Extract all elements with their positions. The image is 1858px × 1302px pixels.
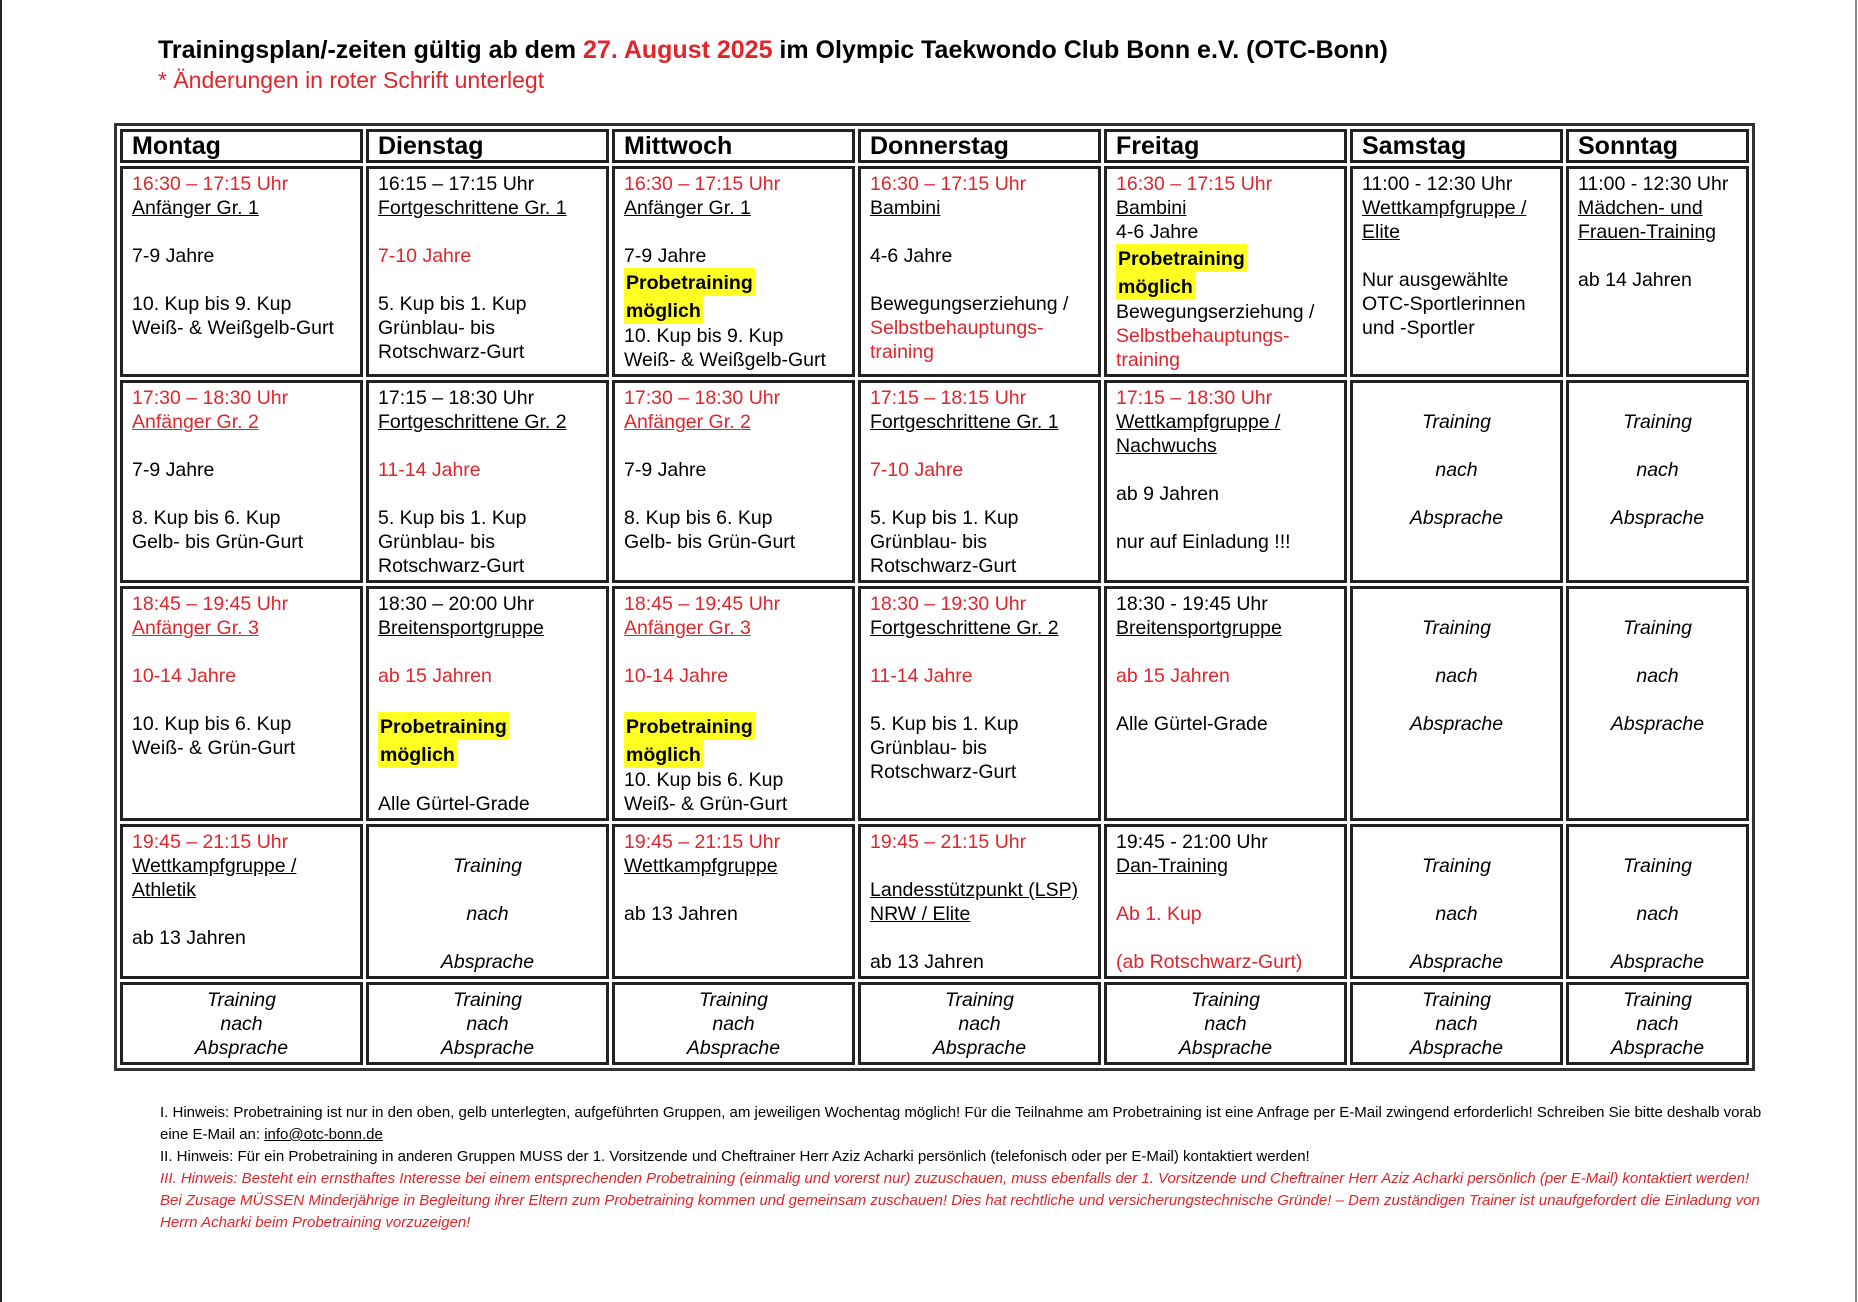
cell-text: Training [698,989,768,1011]
day-header: Samstag [1350,129,1563,163]
cell-text: Selbstbehauptungs- [870,317,1044,339]
schedule-cell [1350,982,1563,1065]
cell-text: nach [1435,665,1478,687]
cell-text: Fortgeschrittene Gr. 1 [870,411,1059,433]
cell-text: 11:00 - 12:30 Uhr [1362,173,1513,195]
cell-text: ab 13 Jahren [624,903,738,925]
cell-text: 10. Kup bis 9. Kup [132,293,292,315]
cell-text: Nur ausgewählte [1362,269,1509,291]
cell-text: nach [1435,459,1478,481]
schedule-cell [366,824,609,979]
cell-text: ab 9 Jahren [1116,483,1219,505]
day-header: Freitag [1104,129,1347,163]
cell-text: 10. Kup bis 6. Kup [624,769,784,791]
cell-spacer [1362,688,1551,712]
cell-spacer [1362,434,1551,458]
cell-text: Wettkampfgruppe / [132,855,297,877]
cell-spacer [1578,640,1737,664]
cell-text: nach [1435,903,1478,925]
cell-text: Absprache [1610,1037,1705,1059]
highlight-text: Probetraining [1116,244,1247,272]
cell-text: Grünblau- bis [378,531,496,553]
cell-spacer [1362,386,1551,410]
cell-text: Wettkampfgruppe / [1116,411,1281,433]
cell-spacer [1116,926,1335,950]
schedule-cell [366,380,609,583]
cell-text: Bewegungserziehung / [870,293,1069,315]
cell-spacer [132,640,351,664]
schedule-cell [1104,380,1347,583]
schedule-cell [120,380,363,583]
cell-text: Rotschwarz-Gurt [378,555,525,577]
schedule-cell [858,166,1101,377]
schedule-cell [1566,586,1749,821]
cell-spacer [378,926,597,950]
day-header: Montag [120,129,363,163]
note-1-text: I. Hinweis: Probetraining ist nur in den oben, gelb unterlegten, aufgeführten Gruppen, am jeweiligen Wochentag möglich! Für die Teilnahme am Probetraining ist eine Anfrage per E-Mail zwingend erforderlich! Schreiben Sie bitte deshalb vorab eine E-Mail an: [160,1104,1762,1143]
cell-spacer [1362,878,1551,902]
cell-text: ab 14 Jahren [1578,269,1692,291]
cell-spacer [378,434,597,458]
cell-text: 16:30 – 17:15 Uhr [870,173,1027,195]
cell-spacer [1362,592,1551,616]
trial-training-badge [1116,272,1335,300]
cell-text: Wettkampfgruppe [624,855,778,877]
cell-text: 18:30 – 20:00 Uhr [378,593,535,615]
cell-spacer [870,640,1089,664]
cell-spacer [132,688,351,712]
note-1 [160,1102,1770,1146]
schedule-cell [120,982,363,1065]
cell-text: Anfänger Gr. 3 [132,617,259,639]
cell-text: 10. Kup bis 9. Kup [624,325,784,347]
cell-text: Training [452,989,522,1011]
cell-text: 7-9 Jahre [624,459,707,481]
cell-text: NRW / Elite [870,903,971,925]
trial-training-badge [624,740,843,768]
cell-text: 11:00 - 12:30 Uhr [1578,173,1729,195]
cell-text: 16:30 – 17:15 Uhr [1116,173,1273,195]
page-subtitle: * Änderungen in roter Schrift unterlegt [158,67,545,93]
page-edge [0,0,2,1302]
cell-text: Nachwuchs [1116,435,1217,457]
cell-text: nach [1636,1013,1679,1035]
cell-text: 19:45 – 21:15 Uhr [870,831,1027,853]
schedule-cell [1350,586,1563,821]
cell-spacer [378,482,597,506]
cell-text: 16:30 – 17:15 Uhr [624,173,781,195]
page-edge [1855,0,1857,1302]
schedule-cell [1566,380,1749,583]
cell-spacer [870,220,1089,244]
cell-text: nach [1636,665,1679,687]
schedule-cell [1104,824,1347,979]
cell-spacer [132,268,351,292]
cell-spacer [1362,640,1551,664]
cell-text: Weiß- & Weißgelb-Gurt [132,317,334,339]
cell-spacer [378,830,597,854]
schedule-body [120,166,1749,1065]
cell-text: Mädchen- und [1578,197,1703,219]
cell-spacer [132,434,351,458]
cell-text: 7-9 Jahre [624,245,707,267]
cell-text: ab 13 Jahren [132,927,246,949]
schedule-cell [858,824,1101,979]
schedule-cell [1104,982,1347,1065]
time-slot-row [120,824,1749,979]
page-title [158,34,1388,66]
cell-spacer [870,482,1089,506]
cell-text: Training [944,989,1014,1011]
cell-text: Training [1421,411,1491,433]
schedule-cell [1104,586,1347,821]
time-slot-row [120,982,1749,1065]
cell-spacer [1578,688,1737,712]
schedule-cell [858,380,1101,583]
highlight-text: möglich [1116,272,1195,300]
cell-text: 7-9 Jahre [132,245,215,267]
cell-text: Grünblau- bis [378,317,496,339]
schedule-cell [612,380,855,583]
schedule-cell [612,982,855,1065]
cell-text: Anfänger Gr. 2 [624,411,751,433]
cell-text: training [870,341,934,363]
cell-text: Absprache [1610,951,1705,973]
cell-spacer [132,482,351,506]
cell-text: Breitensportgruppe [378,617,544,639]
title-date: 27. August 2025 [583,36,773,64]
schedule-cell [1350,166,1563,377]
schedule-cell [120,824,363,979]
cell-text: Absprache [1409,951,1504,973]
highlight-text: Probetraining [624,712,755,740]
trial-training-badge [624,268,843,296]
cell-text: Training [1622,411,1692,433]
cell-text: Absprache [1610,507,1705,529]
cell-text: Bewegungserziehung / [1116,301,1315,323]
cell-text: nach [1636,459,1679,481]
cell-text: 17:30 – 18:30 Uhr [132,387,289,409]
cell-text: 18:30 – 19:30 Uhr [870,593,1027,615]
cell-text: Absprache [1409,507,1504,529]
cell-text: 5. Kup bis 1. Kup [870,507,1019,529]
cell-text: 5. Kup bis 1. Kup [870,713,1019,735]
day-header: Dienstag [366,129,609,163]
cell-spacer [378,878,597,902]
schedule-cell [366,166,609,377]
cell-spacer [624,640,843,664]
cell-spacer [1578,830,1737,854]
cell-text: training [1116,349,1180,371]
cell-text: Anfänger Gr. 1 [132,197,259,219]
schedule-cell [120,586,363,821]
schedule-cell [612,166,855,377]
cell-text: Training [452,855,522,877]
cell-text: Anfänger Gr. 1 [624,197,751,219]
cell-text: 8. Kup bis 6. Kup [624,507,773,529]
header-row [120,129,1749,163]
trial-training-badge [624,296,843,324]
cell-text: Frauen-Training [1578,221,1717,243]
cell-text: Absprache [1409,713,1504,735]
cell-text: 4-6 Jahre [870,245,953,267]
cell-spacer [1578,386,1737,410]
cell-text: Alle Gürtel-Grade [378,793,530,815]
cell-text: Weiß- & Grün-Gurt [624,793,788,815]
cell-text: Training [1622,855,1692,877]
footer-notes [160,1102,1770,1234]
cell-spacer [1116,878,1335,902]
cell-text: Elite [1362,221,1400,243]
cell-spacer [132,902,351,926]
cell-text: nach [958,1013,1001,1035]
cell-text: Alle Gürtel-Grade [1116,713,1268,735]
cell-spacer [624,434,843,458]
day-header: Donnerstag [858,129,1101,163]
cell-text: Absprache [194,1037,289,1059]
trial-training-badge [378,740,597,768]
cell-spacer [1578,482,1737,506]
cell-text: (ab Rotschwarz-Gurt) [1116,951,1303,973]
highlight-text: möglich [378,740,457,768]
cell-text: 7-9 Jahre [132,459,215,481]
cell-text: 19:45 – 21:15 Uhr [624,831,781,853]
cell-text: ab 13 Jahren [870,951,984,973]
trial-training-badge [378,712,597,740]
schedule-cell [612,586,855,821]
cell-text: und -Sportler [1362,317,1475,339]
cell-text: 19:45 - 21:00 Uhr [1116,831,1268,853]
cell-text: Weiß- & Grün-Gurt [132,737,296,759]
highlight-text: möglich [624,296,703,324]
cell-text: Rotschwarz-Gurt [870,555,1017,577]
day-header: Mittwoch [612,129,855,163]
cell-text: Absprache [440,951,535,973]
cell-text: nur auf Einladung !!! [1116,531,1291,553]
cell-text: 17:15 – 18:30 Uhr [1116,387,1273,409]
note-2: II. Hinweis: Für ein Probetraining in anderen Gruppen MUSS der 1. Vorsitzende und Cheftrainer Herr Aziz Acharki persönlich (telefonisch oder per E-Mail) kontaktiert werden! [160,1148,1310,1165]
cell-spacer [378,768,597,792]
cell-text: OTC-Sportlerinnen [1362,293,1526,315]
schedule-cell [1350,380,1563,583]
cell-text: nach [466,903,509,925]
highlight-text: Probetraining [378,712,509,740]
cell-spacer [624,482,843,506]
cell-spacer [870,926,1089,950]
cell-text: Fortgeschrittene Gr. 1 [378,197,567,219]
cell-spacer [1362,926,1551,950]
cell-text: Anfänger Gr. 2 [132,411,259,433]
highlight-text: Probetraining [624,268,755,296]
schedule-cell [120,166,363,377]
cell-spacer [624,688,843,712]
cell-text: Bambini [870,197,941,219]
cell-spacer [870,854,1089,878]
cell-text: 5. Kup bis 1. Kup [378,507,527,529]
cell-text: Grünblau- bis [870,737,988,759]
time-slot-row [120,380,1749,583]
cell-spacer [624,220,843,244]
cell-spacer [378,268,597,292]
cell-text: Athletik [132,879,196,901]
cell-text: Grünblau- bis [870,531,988,553]
cell-text: 17:15 – 18:30 Uhr [378,387,535,409]
cell-spacer [1362,830,1551,854]
cell-text: Landesstützpunkt (LSP) [870,879,1079,901]
cell-spacer [1116,458,1335,482]
cell-text: 19:45 – 21:15 Uhr [132,831,289,853]
schedule-cell [858,982,1101,1065]
schedule-table [114,123,1755,1071]
cell-text: 7-10 Jahre [378,245,472,267]
title-prefix: Trainingsplan/-zeiten gültig ab dem [158,36,584,64]
title-suffix: im Olympic Taekwondo Club Bonn e.V. (OTC-Bonn) [772,36,1388,64]
day-header: Sonntag [1566,129,1749,163]
cell-text: Training [1421,855,1491,877]
cell-text: Gelb- bis Grün-Gurt [132,531,304,553]
cell-text: Fortgeschrittene Gr. 2 [870,617,1059,639]
cell-spacer [870,268,1089,292]
cell-text: 4-6 Jahre [1116,221,1199,243]
trial-training-badge [624,712,843,740]
cell-spacer [1116,688,1335,712]
cell-text: Anfänger Gr. 3 [624,617,751,639]
cell-text: 17:15 – 18:15 Uhr [870,387,1027,409]
cell-text: Breitensportgruppe [1116,617,1282,639]
cell-text: Training [1622,989,1692,1011]
time-slot-row [120,586,1749,821]
cell-text: 16:15 – 17:15 Uhr [378,173,535,195]
cell-text: Absprache [686,1037,781,1059]
cell-text: nach [1435,1013,1478,1035]
cell-text: Dan-Training [1116,855,1228,877]
document-header [158,34,1388,94]
schedule-cell [1566,982,1749,1065]
cell-text: Bambini [1116,197,1187,219]
cell-text: 18:30 - 19:45 Uhr [1116,593,1268,615]
cell-text: 10-14 Jahre [132,665,237,687]
time-slot-row [120,166,1749,377]
note-3: III. Hinweis: Besteht ein ernsthaftes Interesse bei einem entsprechenden Probetraining (einmalig und vorerst nur) zuzuschauen, muss ebenfalls der 1. Vorsitzende und Cheftrainer Herr Aziz Acharki persönlich (per E-Mail) kontaktiert werden! Bei Zusage MÜSSEN Minderjährige in Begleitung ihrer Eltern zum Probetraining kommen und gemeinsam zuschauen! Dies hat rechtliche und versicherungstechnische Gründe! – Dem zuständigen Trainer ist unaufgefordert die Einladung von Herrn Acharki beim Probetraining vorzuzeigen! [160,1170,1760,1231]
trial-training-badge [1116,244,1335,272]
cell-text: 16:30 – 17:15 Uhr [132,173,289,195]
schedule-cell [1566,166,1749,377]
cell-text: 7-10 Jahre [870,459,964,481]
schedule-cell [858,586,1101,821]
cell-text: 8. Kup bis 6. Kup [132,507,281,529]
cell-text: Training [1421,989,1491,1011]
cell-text: Weiß- & Weißgelb-Gurt [624,349,826,371]
cell-text: Absprache [1610,713,1705,735]
cell-text: 18:45 – 19:45 Uhr [132,593,289,615]
cell-text: Training [1190,989,1260,1011]
schedule-cell [1566,824,1749,979]
cell-spacer [870,434,1089,458]
cell-spacer [378,220,597,244]
cell-text: Absprache [932,1037,1027,1059]
cell-text: 5. Kup bis 1. Kup [378,293,527,315]
cell-spacer [1116,640,1335,664]
cell-spacer [1116,506,1335,530]
cell-text: nach [1636,903,1679,925]
cell-text: nach [712,1013,755,1035]
schedule-cell [1104,166,1347,377]
cell-text: nach [1204,1013,1247,1035]
cell-spacer [1578,926,1737,950]
cell-text: 10. Kup bis 6. Kup [132,713,292,735]
schedule-cell [366,586,609,821]
cell-spacer [1578,244,1737,268]
schedule-cell [366,982,609,1065]
cell-spacer [1578,592,1737,616]
cell-spacer [378,688,597,712]
cell-text: Rotschwarz-Gurt [378,341,525,363]
cell-spacer [378,640,597,664]
email-link[interactable]: info@otc-bonn.de [264,1126,383,1143]
cell-text: Selbstbehauptungs- [1116,325,1290,347]
schedule-cell [1350,824,1563,979]
cell-text: Training [1421,617,1491,639]
schedule-cell [612,824,855,979]
cell-spacer [1362,482,1551,506]
cell-text: Absprache [1178,1037,1273,1059]
cell-text: 10-14 Jahre [624,665,729,687]
cell-text: nach [466,1013,509,1035]
cell-text: Rotschwarz-Gurt [870,761,1017,783]
cell-text: Training [1622,617,1692,639]
highlight-text: möglich [624,740,703,768]
cell-text: 11-14 Jahre [378,459,481,481]
cell-spacer [1578,434,1737,458]
cell-text: Wettkampfgruppe / [1362,197,1527,219]
cell-spacer [1362,244,1551,268]
cell-text: 11-14 Jahre [870,665,973,687]
cell-spacer [132,220,351,244]
cell-text: nach [220,1013,263,1035]
cell-spacer [624,878,843,902]
cell-text: Ab 1. Kup [1116,903,1202,925]
cell-text: ab 15 Jahren [378,665,492,687]
cell-spacer [870,688,1089,712]
cell-text: Fortgeschrittene Gr. 2 [378,411,567,433]
cell-spacer [1578,878,1737,902]
cell-text: 18:45 – 19:45 Uhr [624,593,781,615]
cell-text: Gelb- bis Grün-Gurt [624,531,796,553]
cell-text: ab 15 Jahren [1116,665,1230,687]
cell-text: Training [206,989,276,1011]
cell-text: Absprache [440,1037,535,1059]
cell-text: 17:30 – 18:30 Uhr [624,387,781,409]
cell-text: Absprache [1409,1037,1504,1059]
